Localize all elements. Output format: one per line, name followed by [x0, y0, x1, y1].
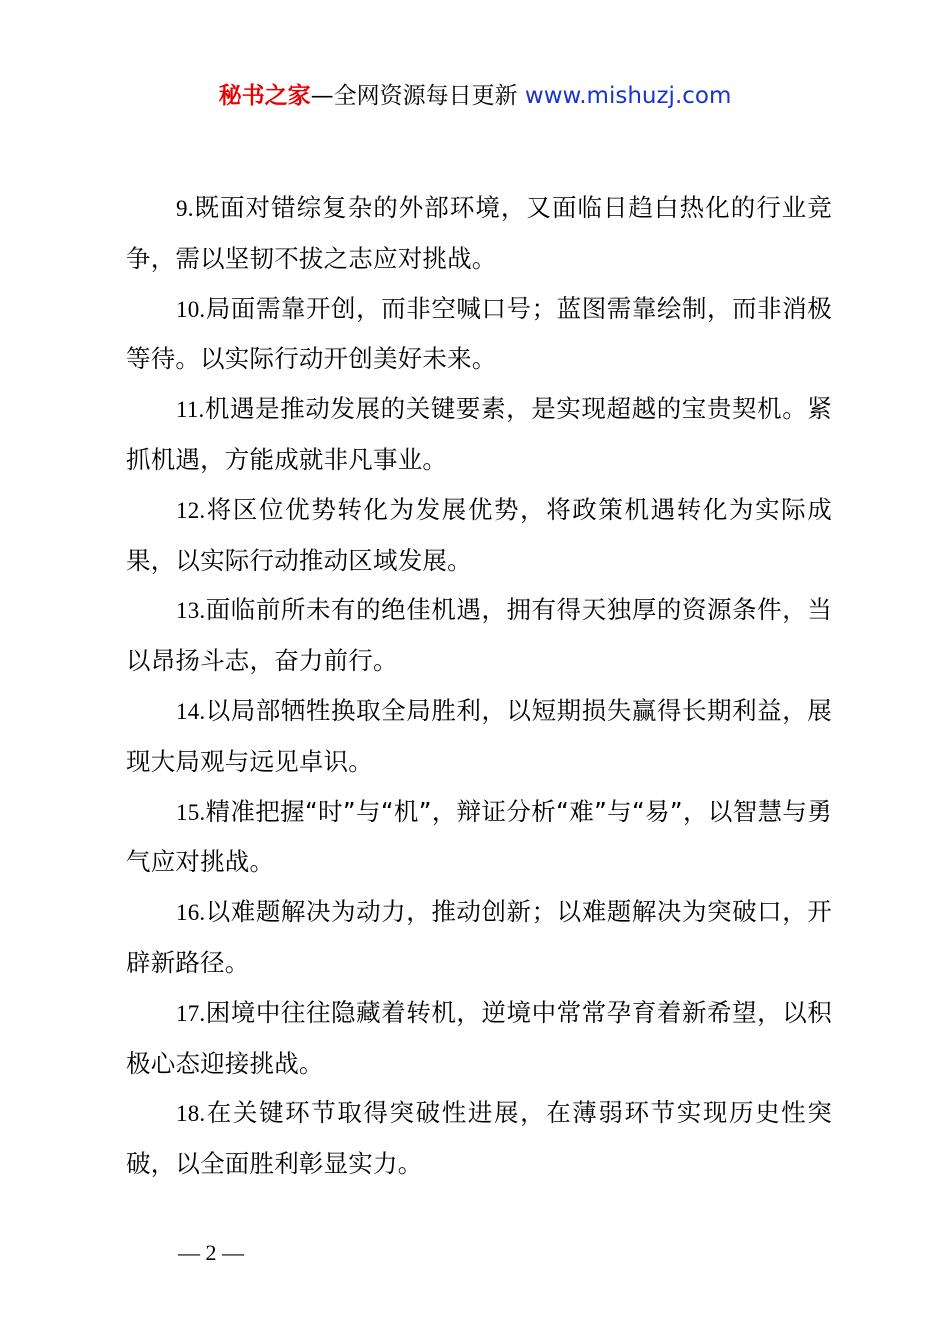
- paragraph-number: 11.: [176, 397, 205, 423]
- page-number: — 2 —: [178, 1240, 244, 1265]
- paragraph-number: 13.: [176, 598, 206, 624]
- paragraph-item-14: [126, 686, 832, 787]
- paragraph-number: 14.: [176, 698, 206, 724]
- paragraph-text: 机遇是推动发展的关键要素，是实现超越的宝贵契机。紧抓机遇，方能成就非凡事业。: [126, 394, 832, 474]
- paragraph-item-15: [126, 787, 832, 888]
- paragraph-number: 18.: [176, 1101, 206, 1127]
- paragraph-item-17: [126, 988, 832, 1089]
- paragraph-item-16: [126, 887, 832, 988]
- paragraph-text: 既面对错综复杂的外部环境，又面临日趋白热化的行业竞争，需以坚韧不拔之志应对挑战。: [126, 193, 832, 273]
- site-header: [0, 80, 950, 112]
- paragraph-text: 困境中往往隐藏着转机，逆境中常常孕育着新希望，以积极心态迎接挑战。: [126, 997, 832, 1078]
- paragraph-item-12: [126, 485, 832, 586]
- paragraph-number: 17.: [176, 1000, 206, 1026]
- paragraph-item-10: [126, 284, 832, 385]
- paragraph-item-13: [126, 585, 832, 686]
- site-tagline: —全网资源每日更新: [310, 83, 525, 109]
- paragraph-text: 以难题解决为动力，推动创新；以难题解决为突破口，开辟新路径。: [126, 897, 832, 977]
- site-url-link[interactable]: www.mishuzj.com: [524, 83, 732, 109]
- document-body: [126, 183, 832, 1189]
- paragraph-number: 16.: [176, 900, 206, 926]
- paragraph-text: 面临前所未有的绝佳机遇，拥有得天独厚的资源条件，当以昂扬斗志，奋力前行。: [126, 595, 832, 676]
- paragraph-text: 以局部牺牲换取全局胜利，以短期损失赢得长期利益，展现大局观与远见卓识。: [126, 695, 832, 776]
- paragraph-text: 局面需靠开创，而非空喊口号；蓝图需靠绘制，而非消极等待。以实际行动开创美好未来。: [126, 293, 832, 374]
- paragraph-number: 12.: [176, 497, 206, 523]
- site-brand: 秘书之家: [218, 83, 311, 109]
- paragraph-item-11: [126, 384, 832, 485]
- paragraph-number: 9.: [176, 196, 194, 221]
- paragraph-number: 10.: [176, 296, 206, 322]
- paragraph-item-18: [126, 1088, 832, 1189]
- paragraph-text: 将区位优势转化为发展优势，将政策机遇转化为实际成果，以实际行动推动区域发展。: [126, 494, 832, 575]
- paragraph-text: 在关键环节取得突破性进展，在薄弱环节实现历史性突破，以全面胜利彰显实力。: [126, 1098, 832, 1179]
- paragraph-item-9: [126, 183, 832, 284]
- paragraph-text: 精准把握“时”与“机”，辩证分析“难”与“易”，以智慧与勇气应对挑战。: [126, 796, 832, 877]
- paragraph-number: 15.: [176, 799, 206, 825]
